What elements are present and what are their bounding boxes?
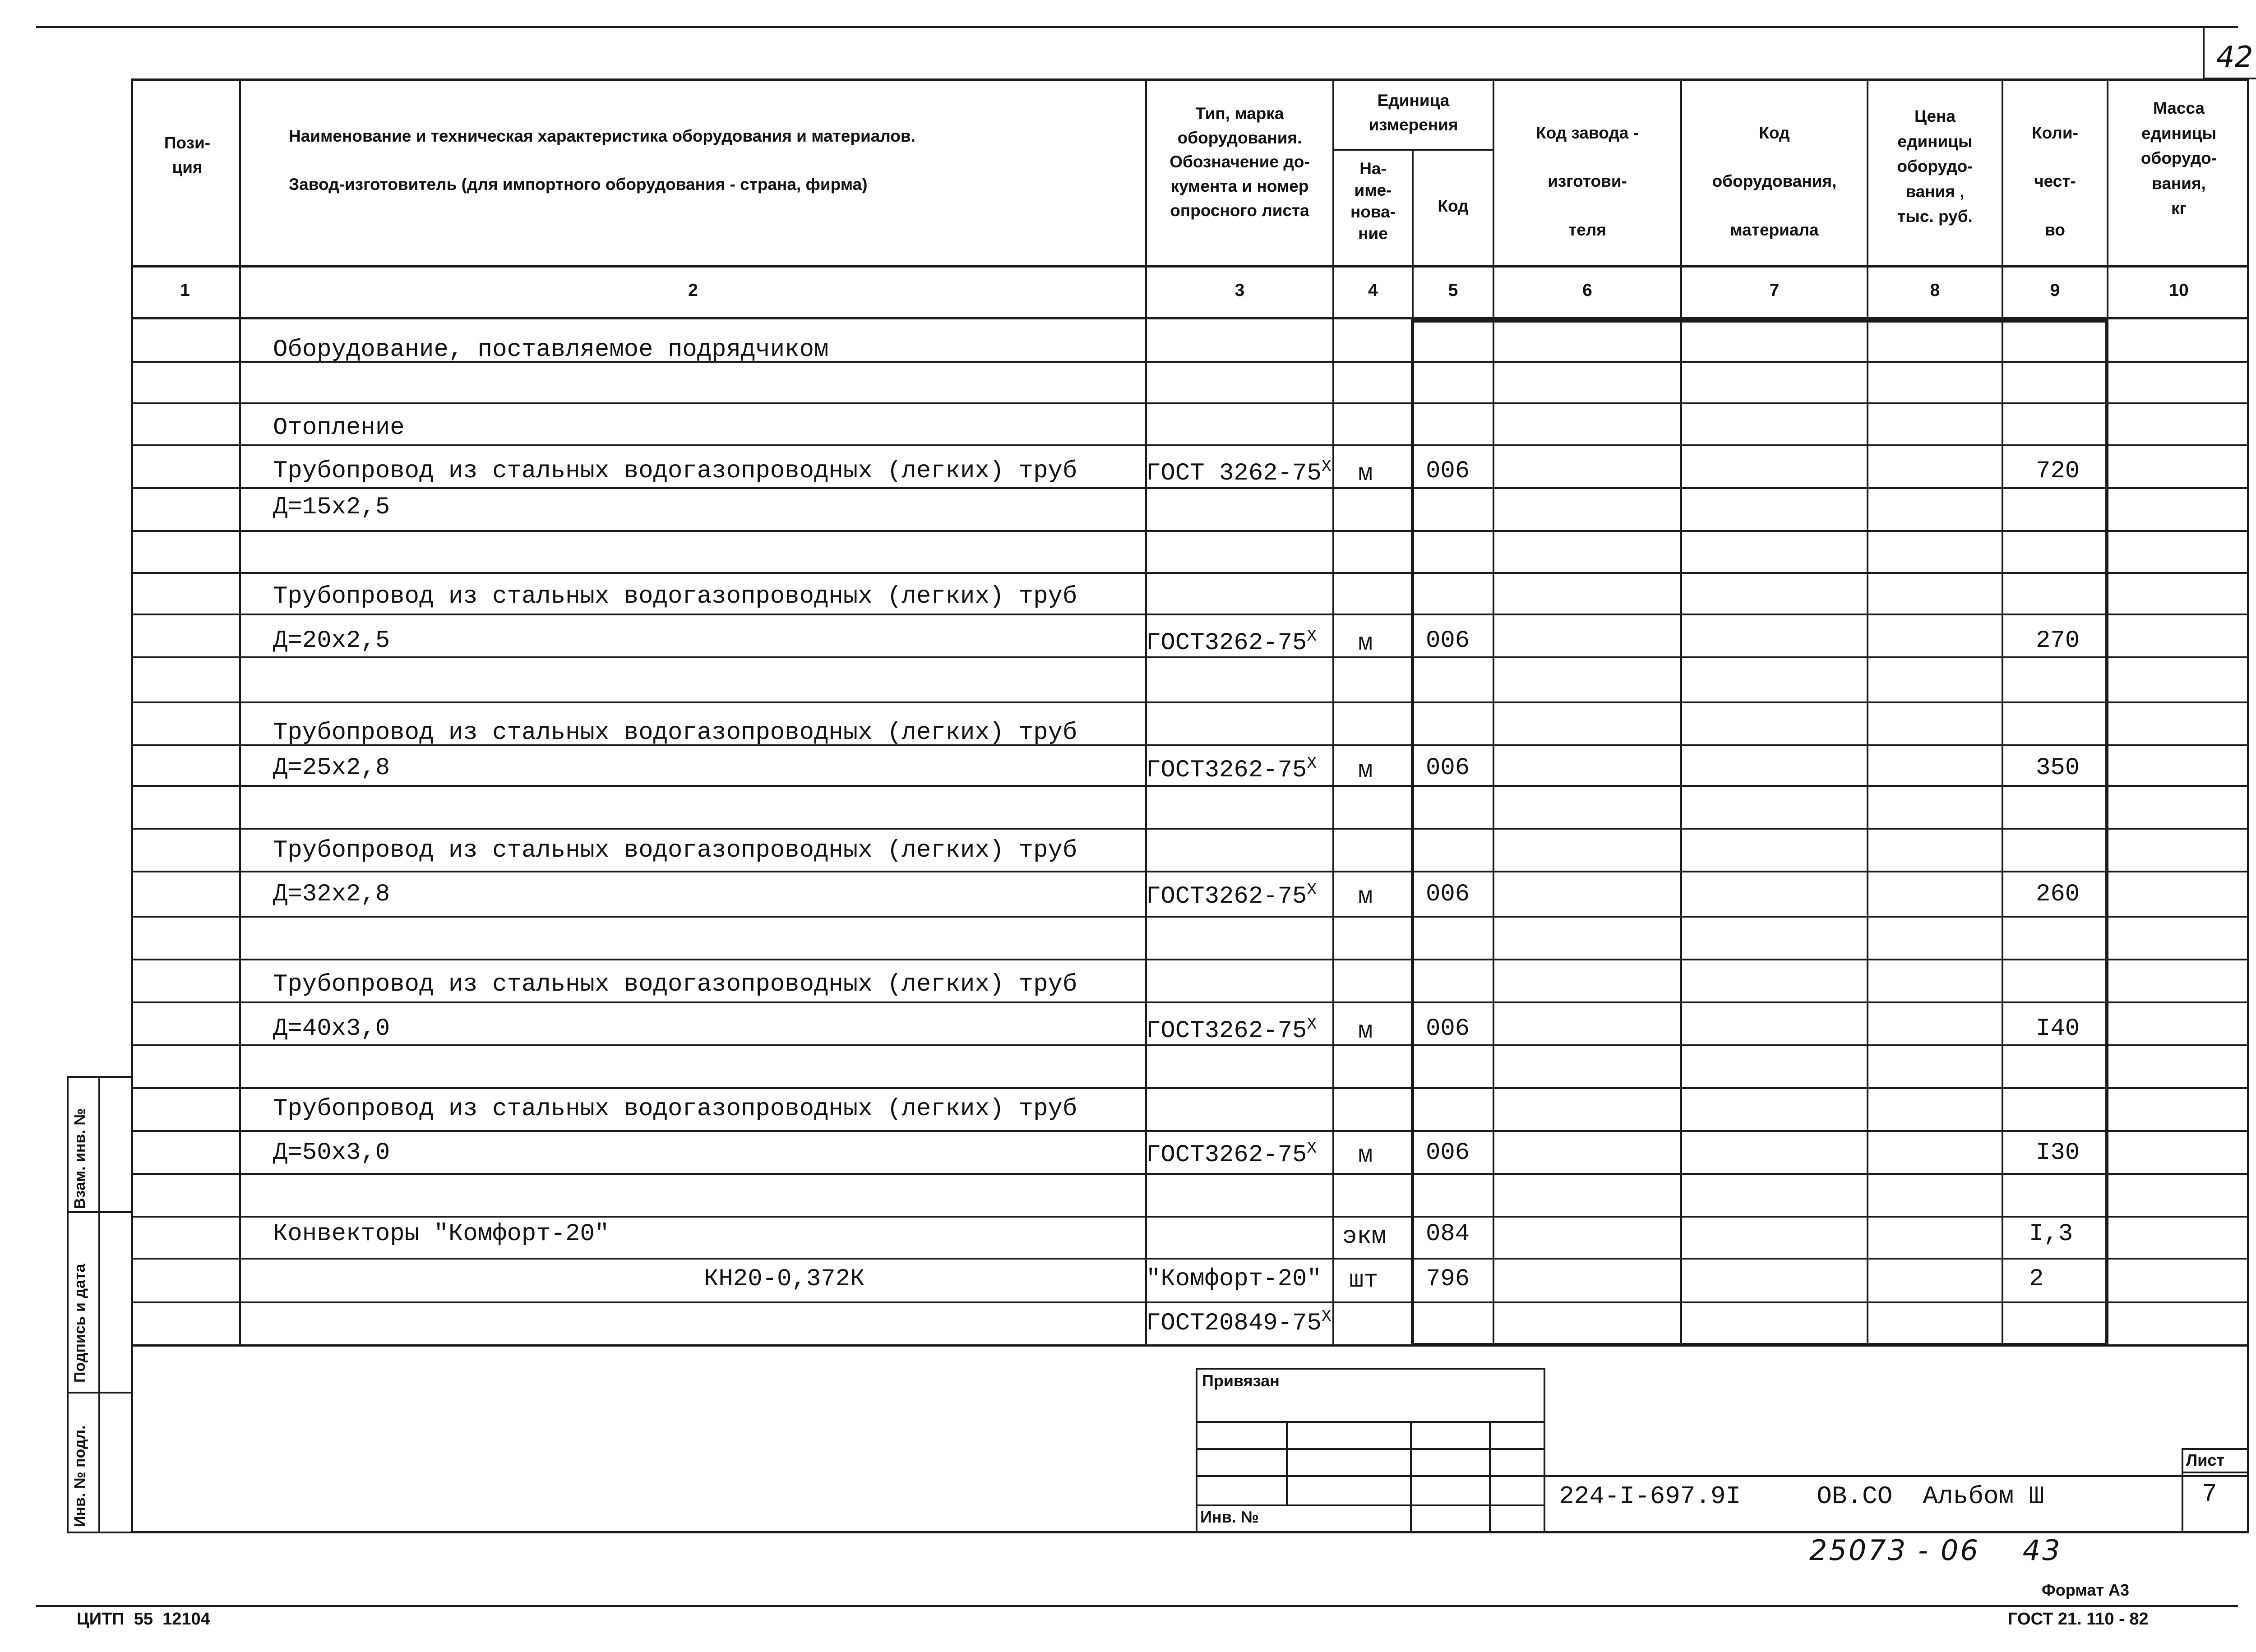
row-line [131,785,2249,787]
row-unit: м [1358,1142,1373,1169]
row-name: Д=32х2,8 [273,881,390,908]
row-line [131,1087,2249,1089]
side-stamp-divider [98,1076,100,1533]
row-code: 006 [1426,457,1470,485]
row-code: 084 [1426,1220,1470,1248]
side-stamp-inv-podl: Инв. № подл. [71,1425,88,1527]
row-line [131,1001,2249,1003]
row-unit: экм [1342,1223,1387,1251]
row-name: Трубопровод из стальных водогазопроводных (легких) труб [273,1095,1077,1123]
row-doc: $ГОСТ3262-75^X$ [1146,1139,1317,1169]
row-qty: 350 [2036,754,2080,782]
row-code: 006 [1426,754,1470,782]
column-number-8: 8 [1930,281,1940,300]
privyazan-line [1196,1421,1545,1423]
row-qty: I,3 [2029,1220,2073,1248]
list-label: Лист [2186,1451,2225,1469]
row-code: 006 [1426,627,1470,655]
row-line [131,1130,2249,1132]
side-stamp-line [67,1211,133,1213]
row-doc: $ГОСТ3262-75^X$ [1146,881,1317,910]
side-stamp-podpis: Подпись и дата [71,1264,88,1383]
header-position: Пози- ция [164,134,211,176]
row-doc: ГОСТ $3262-75^X$ [1146,457,1331,487]
row-name: Д=15х2,5 [273,494,390,521]
inv-no-label: Инв. № [1200,1508,1259,1526]
row-doc: "Комфорт-20" [1146,1265,1322,1293]
row-unit: м [1358,630,1373,657]
list-box-top [2182,1448,2249,1450]
table-body-bottom [131,1344,2249,1347]
header-type: Тип, марка оборудования. Обозначение до- кумента и номер опросного листа [1170,104,1310,220]
row-name: Трубопровод из стальных водогазопроводных (легких) труб [273,719,1077,747]
format-label: Формат А3 [2042,1581,2130,1599]
column-number-4: 4 [1368,281,1378,300]
row-name: КН20-0,372К [704,1265,865,1293]
row-line [131,530,2249,532]
row-unit: шт [1349,1267,1378,1294]
row-name: Д=20х2,5 [273,627,390,655]
row-code: 006 [1426,881,1470,908]
privyazan-col [1286,1421,1288,1504]
row-name: Д=25х2,8 [273,754,390,782]
column-number-1: 1 [180,281,190,300]
row-name: Д=50х3,0 [273,1139,390,1167]
row-qty: 720 [2036,457,2080,485]
list-box-mid [2182,1472,2249,1473]
row-qty: 260 [2036,881,2080,908]
column-number-10: 10 [2169,281,2189,300]
row-code: 006 [1426,1015,1470,1043]
header-quantity: Коли- чест- во [2032,124,2078,239]
designation-top-line [1545,1475,2249,1477]
row-unit: м [1358,1018,1373,1045]
privyazan-col [1489,1421,1491,1533]
row-name: Трубопровод из стальных водогазопроводных (легких) труб [273,971,1077,998]
col-line-1 [239,78,241,1345]
row-unit: м [1358,757,1373,784]
handwritten-number: 25073 - 06 43 [1809,1534,2062,1567]
privyazan-label: Привязан [1202,1371,1280,1390]
row-unit: м [1358,883,1373,911]
list-number: 7 [2202,1480,2217,1509]
header-equipment-code: Код оборудования, материала [1712,124,1837,239]
row-code: 796 [1426,1265,1470,1293]
row-line [131,828,2249,830]
row-line [131,1216,2249,1218]
row-line [131,1258,2249,1260]
row-name: Трубопровод из стальных водогазопроводных (легких) труб [273,837,1077,864]
header-mass: Масса единицы оборудо- вания, кг [2140,99,2217,217]
row-name: Д=40х3,0 [273,1015,390,1043]
header-name: Наименование и техническая характеристика оборудования и материалов. Завод-изготовитель (для импортного оборудования - страна, фирма) [289,127,915,194]
column-number-3: 3 [1234,281,1245,300]
privyazan-line [1196,1504,1545,1506]
row-line [131,959,2249,960]
column-number-7: 7 [1769,281,1780,300]
row-name: Отопление [273,414,405,442]
column-number-2: 2 [688,281,698,300]
column-number-9: 9 [2050,281,2060,300]
side-stamp-line [67,1392,133,1394]
standard-label: ГОСТ 21. 110 - 82 [2008,1610,2149,1629]
row-line [131,1173,2249,1175]
row-qty: 2 [2029,1265,2044,1293]
printer-label: ЦИТП 55 12104 [77,1610,210,1629]
row-line [131,614,2249,615]
privyazan-line [1196,1448,1545,1450]
row-doc: $ГОСТ3262-75^X$ [1146,1015,1317,1045]
row-doc: $ГОСТ3262-75^X$ [1146,754,1317,784]
row-qty: I30 [2036,1139,2080,1167]
row-line [131,487,2249,489]
row-line [131,916,2249,918]
row-code: 006 [1426,1139,1470,1167]
row-qty: I40 [2036,1015,2080,1043]
header-unit-group: Единица измерения [1368,91,1458,134]
column-number-5: 5 [1448,281,1458,300]
row-unit: м [1358,460,1373,488]
data-highlight-box [1411,319,2108,1346]
unit-group-divider [1332,149,1494,151]
privyazan-line [1196,1475,1545,1477]
row-line [131,572,2249,574]
row-name: Трубопровод из стальных водогазопроводных (легких) труб [273,457,1077,485]
row-doc: $ГОСТ20849-75^X$ [1146,1307,1331,1337]
header-factory-code: Код завода - изготови- теля [1536,124,1639,239]
colnum-bottom-line [131,317,2249,319]
sheet-corner-number: 42 [2216,41,2253,74]
privyazan-col [1410,1421,1412,1533]
sheet-top-line [36,26,2238,28]
row-doc: $ГОСТ3262-75^X$ [1146,627,1317,657]
col-line-3 [1332,78,1334,1345]
row-name: Конвекторы "Комфорт-20" [273,1220,610,1248]
designation: 224-I-697.9I ОВ.СО Альбом Ш [1559,1482,2044,1511]
row-line [131,871,2249,872]
row-line [131,1301,2249,1303]
header-price: Цена единицы оборудо- вания , тыс. руб. [1897,107,1973,226]
side-stamp-vzam: Взам. инв. № [71,1108,88,1209]
column-number-6: 6 [1582,281,1592,300]
footer-line [36,1605,2238,1607]
row-name: Трубопровод из стальных водогазопроводных (легких) труб [273,583,1077,610]
row-line [131,402,2249,404]
header-bottom-line [131,265,2249,268]
row-qty: 270 [2036,627,2080,655]
row-line [131,444,2249,446]
row-line [131,701,2249,703]
row-name: Оборудование, поставляемое подрядчиком [273,336,829,364]
header-unit-code: Код [1438,197,1469,215]
header-unit-name: На- име- нова- ние [1350,159,1396,243]
